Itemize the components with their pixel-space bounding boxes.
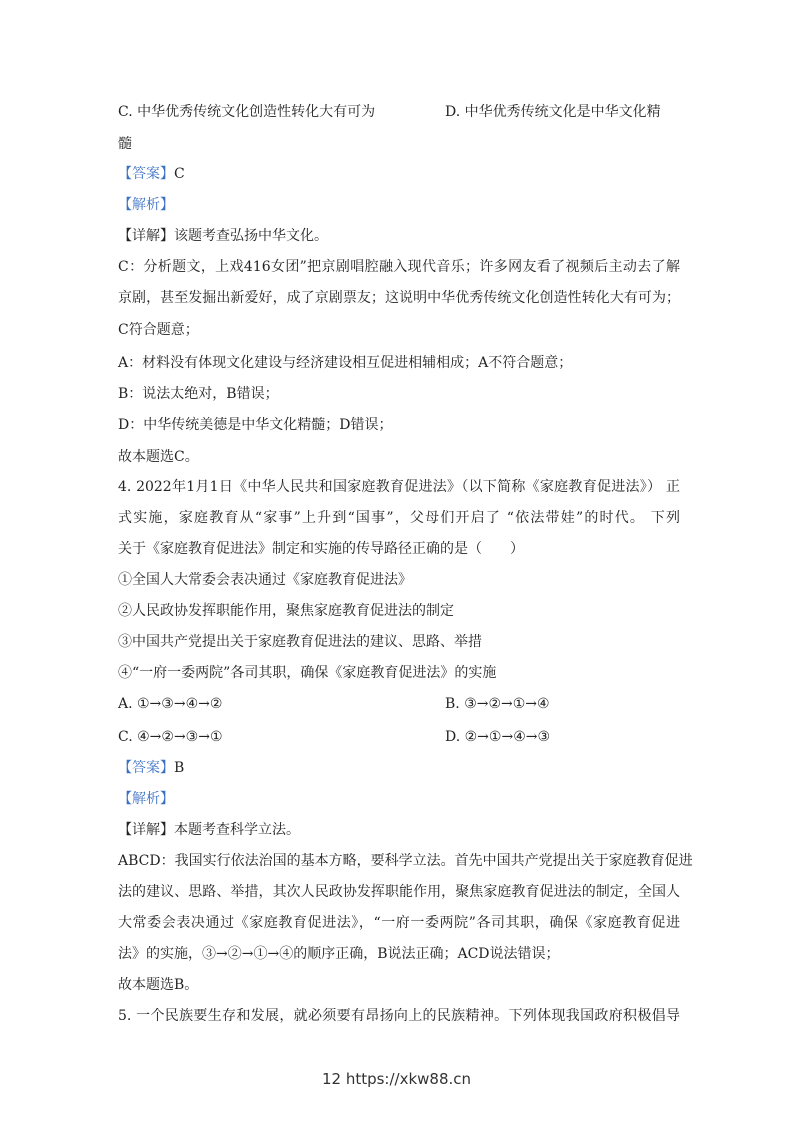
q4-item: ④“一府一委两院”各司其职，确保《家庭教育促进法》的实施: [118, 665, 497, 681]
q3-line: A：材料没有体现文化建设与经济建设相互促进相辅相成；A不符合题意；: [118, 355, 573, 371]
q4-answer: [118, 759, 184, 777]
footer-url: https://xkw88.cn: [345, 1070, 472, 1088]
detail-intro: 该题考查弘扬中华文化。: [174, 228, 328, 244]
detail-label: 【详解】: [118, 822, 174, 838]
answer-label: 【答案】: [118, 760, 174, 776]
q4-option-a: A. ①→③→④→②: [118, 696, 223, 712]
q4-detail: [118, 821, 300, 839]
q3-line: C：分析题文，上戏416女团”把京剧唱腔融入现代音乐；许多网友看了视频后主动去了解: [118, 259, 680, 275]
answer-value: C: [174, 166, 185, 182]
q3-analysis-label: 【解析】: [118, 197, 174, 213]
q3-detail: [118, 227, 328, 245]
q4-line: 法的建议、思路、举措，其次人民政协发挥职能作用，聚焦家庭教育促进法的制定，全国人: [118, 884, 680, 900]
q4-option-d: D. ②→①→④→③: [445, 729, 551, 745]
detail-intro: 本题考查科学立法。: [174, 822, 300, 838]
q4-line: 法》的实施，③→②→①→④的顺序正确，B说法正确；ACD说法错误；: [118, 946, 560, 962]
q3-answer: [118, 165, 185, 183]
q3-option-d-continued: 髓: [118, 136, 132, 152]
q3-line: C符合题意；: [118, 322, 199, 338]
q4-option-c: C. ④→②→③→①: [118, 729, 223, 745]
q4-stem: 关于《家庭教育促进法》制定和实施的传导路径正确的是（ ）: [118, 541, 524, 557]
q3-option-c: C. 中华优秀传统文化创造性转化大有可为: [118, 104, 376, 120]
q3-option-d: D. 中华优秀传统文化是中华文化精: [445, 104, 661, 120]
detail-label: 【详解】: [118, 228, 174, 244]
answer-value: B: [174, 760, 185, 776]
q4-option-b: B. ③→②→①→④: [445, 696, 550, 712]
q4-line: 大常委会表决通过《家庭教育促进法》，“一府一委两院”各司其职，确保《家庭教育促进: [118, 915, 680, 931]
q4-stem: 式实施，家庭教育从“家事”上升到“国事”，父母们开启了 “依法带娃”的时代。 下列: [118, 510, 680, 526]
q4-item: ②人民政协发挥职能作用，聚焦家庭教育促进法的制定: [118, 603, 454, 619]
page-number: 12: [321, 1070, 342, 1088]
q3-line: 故本题选C。: [118, 449, 199, 465]
q4-analysis-label: 【解析】: [118, 791, 174, 807]
q4-stem: 4. 2022年1月1日《中华人民共和国家庭教育促进法》（以下简称《家庭教育促进法》） 正: [118, 479, 680, 495]
q3-line: 京剧，甚至发掘出新爱好，成了京剧票友；这说明中华优秀传统文化创造性转化大有可为；: [118, 290, 680, 306]
q4-item: ③中国共产党提出关于家庭教育促进法的建议、思路、举措: [118, 634, 482, 650]
q3-line: D：中华传统美德是中华文化精髓；D错误；: [118, 417, 393, 433]
q5-stem: 5. 一个民族要生存和发展，就必须要有昂扬向上的民族精神。下列体现我国政府积极倡导: [118, 1008, 680, 1024]
answer-label: 【答案】: [118, 166, 174, 182]
page-footer: [0, 1070, 793, 1088]
q4-line: 故本题选B。: [118, 977, 199, 993]
q4-item: ①全国人大常委会表决通过《家庭教育促进法》: [118, 572, 412, 588]
q4-line: ABCD：我国实行依法治国的基本方略，要科学立法。首先中国共产党提出关于家庭教育促进: [118, 853, 693, 869]
q3-line: B：说法太绝对，B错误；: [118, 386, 279, 402]
